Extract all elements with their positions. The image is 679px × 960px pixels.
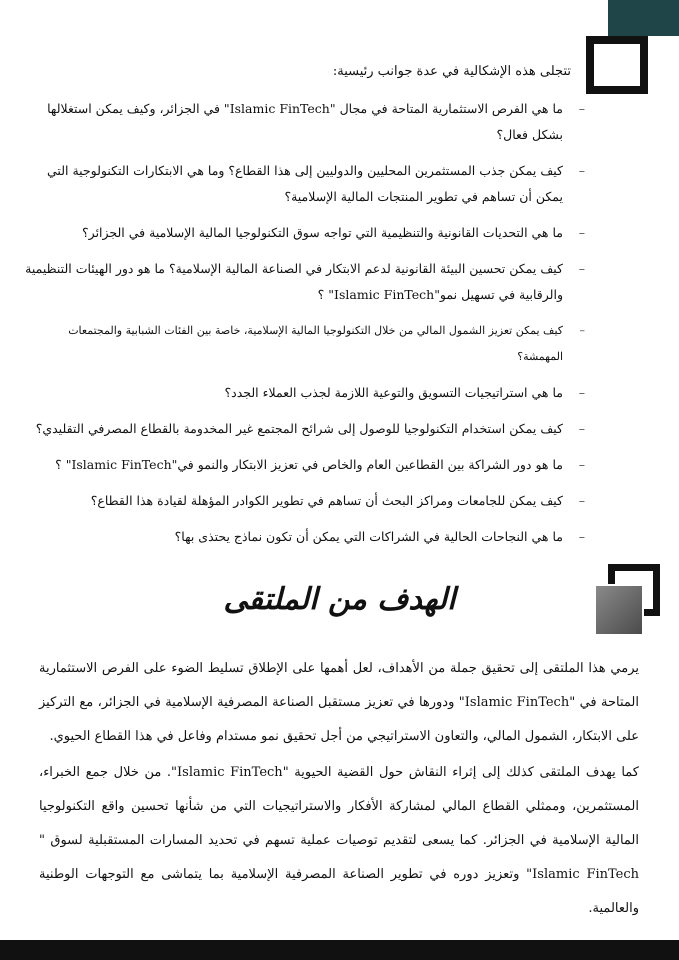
list-item xyxy=(25,488,585,514)
objective-paragraph-1: يرمي هذا الملتقى إلى تحقيق جملة من الأهداف، لعل أهمها على الإطلاق تسليط الضوء على الفرص الاستثمارية المتاحة في "Islamic FinTech" ودورها في تعزيز مستقبل الصناعة المصرفية الإسلامية في الجزائر، مع التركيز على الابتكار، الشمول المالي، والتعاون الاستراتيجي من أجل تحقيق نمو مستدام وفاعل في هذا القطاع الحيوي. xyxy=(39,661,640,744)
list-item xyxy=(25,524,585,550)
dash-bullet-icon: – xyxy=(578,163,585,178)
intro-text: تتجلى هذه الإشكالية في عدة جوانب رئيسية: xyxy=(332,64,571,79)
dash-bullet-icon: – xyxy=(578,493,585,508)
list-item xyxy=(25,452,585,478)
questions-list xyxy=(25,96,585,560)
dash-bullet-icon: – xyxy=(579,324,585,337)
list-item-text: ما هو دور الشراكة بين القطاعين العام والخاص في تعزيز الابتكار والنمو في"Islamic FinTech" ؟ xyxy=(55,457,563,472)
list-item xyxy=(25,96,585,148)
list-item-text: كيف يمكن للجامعات ومراكز البحث أن تساهم في تطوير الكوادر المؤهلة لقيادة هذا القطاع؟ xyxy=(90,493,563,508)
list-item-text: ما هي التحديات القانونية والتنظيمية التي تواجه سوق التكنولوجيا المالية الإسلامية في الجزائر؟ xyxy=(82,225,563,240)
dash-bullet-icon: – xyxy=(578,385,585,400)
list-item xyxy=(25,220,585,246)
list-item xyxy=(25,158,585,210)
dash-bullet-icon: – xyxy=(578,529,585,544)
section-heading: الهدف من الملتقى xyxy=(223,582,456,617)
dash-bullet-icon: – xyxy=(578,261,585,276)
list-item-text: كيف يمكن تعزيز الشمول المالي من خلال التكنولوجيا المالية الإسلامية، خاصة بين الفئات الشبابية والمجتمعات المهمشة؟ xyxy=(68,324,563,363)
list-item-text: ما هي النجاحات الحالية في الشراكات التي يمكن أن تكون نماذج يحتذى بها؟ xyxy=(174,529,563,544)
corner-decoration-band xyxy=(608,0,679,36)
objective-paragraph-2: كما يهدف الملتقى كذلك إلى إثراء النقاش حول القضية الحيوية "Islamic FinTech". من خلال جمع الخبراء، المستثمرين، وممثلي القطاع المالي لمشاركة الأفكار والاستراتيجيات التي من شأنها تحسين واقع التكنولوجيا المالية الإسلامية في الجزائر. كما يسعى لتقديم توصيات عملية تسهم في تحديد المسارات المستقبلية لسوق " Islamic FinTech" وتعزيز دوره في تطوير الصناعة المصرفية الإسلامية بما يتماشى مع التوجهات الوطنية والعالمية. xyxy=(39,765,640,916)
list-item-text: ما هي استراتيجيات التسويق والتوعية اللازمة لجذب العملاء الجدد؟ xyxy=(224,385,563,400)
dash-bullet-icon: – xyxy=(578,225,585,240)
dash-bullet-icon: – xyxy=(578,101,585,116)
list-item-text: كيف يمكن جذب المستثمرين المحليين والدوليين إلى هذا القطاع؟ وما هي الابتكارات التكنولوجية التي يمكن أن تساهم في تطوير المنتجات المالية الإسلامية؟ xyxy=(47,163,563,204)
footer-bar xyxy=(0,940,679,960)
list-item xyxy=(25,318,585,370)
list-item xyxy=(25,256,585,308)
list-item-text: ما هي الفرص الاستثمارية المتاحة في مجال "Islamic FinTech" في الجزائر، وكيف يمكن استغلالها بشكل فعال؟ xyxy=(47,101,563,142)
list-item xyxy=(25,416,585,442)
list-item-text: كيف يمكن تحسين البيئة القانونية لدعم الابتكار في الصناعة المالية الإسلامية؟ ما هو دور الهيئات التنظيمية والرقابية في تسهيل نمو"Islamic FinTech" ؟ xyxy=(25,261,563,302)
corner-decoration-box xyxy=(586,36,648,94)
dash-bullet-icon: – xyxy=(578,457,585,472)
list-item xyxy=(25,380,585,406)
list-item-text: كيف يمكن استخدام التكنولوجيا للوصول إلى شرائح المجتمع غير المخدومة بالقطاع المصرفي التقليدي؟ xyxy=(35,421,563,436)
dash-bullet-icon: – xyxy=(578,421,585,436)
